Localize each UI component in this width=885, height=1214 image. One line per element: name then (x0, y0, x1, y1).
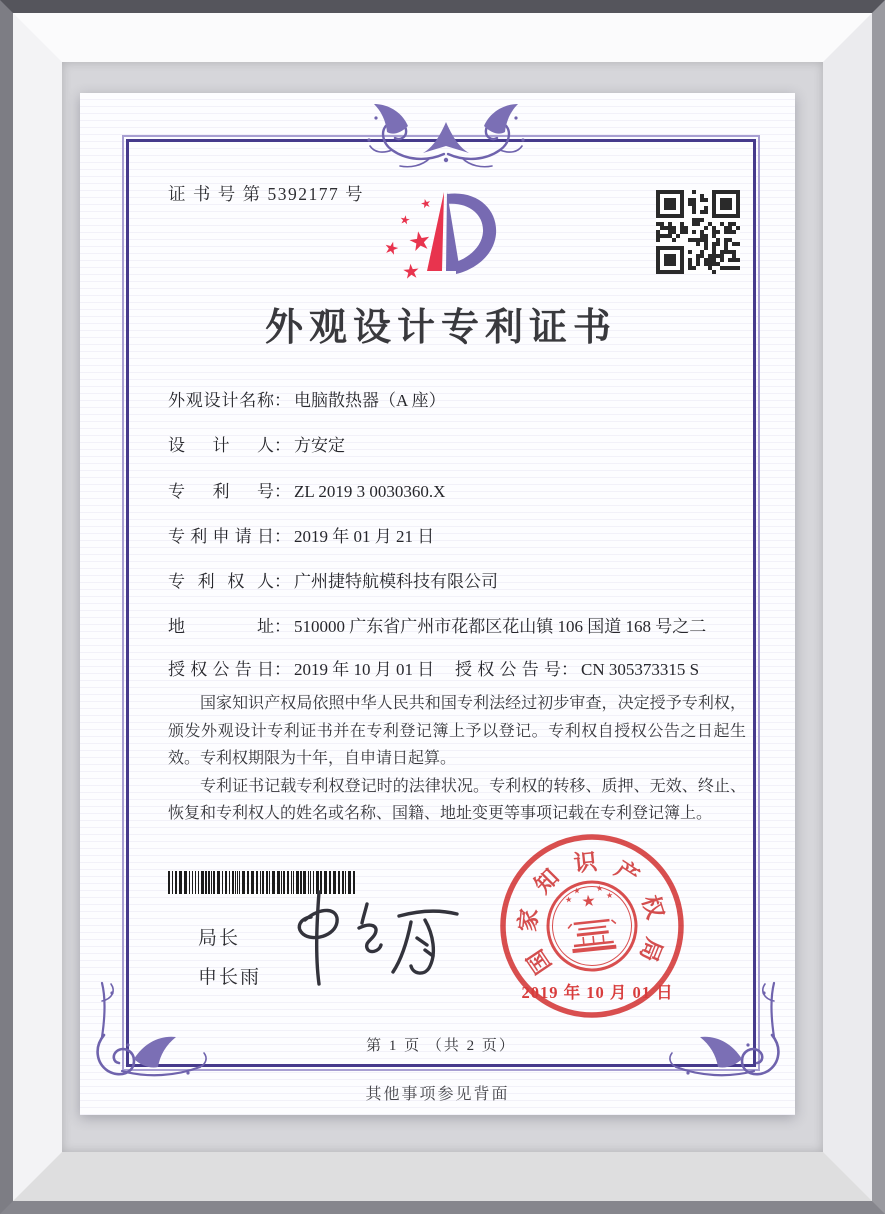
svg-text:★: ★ (405, 225, 435, 259)
certificate-title: 外观设计专利证书 (264, 307, 617, 349)
national-emblem-icon (544, 878, 641, 975)
top-center-flourish-ornament (366, 96, 526, 180)
svg-text:★: ★ (580, 890, 597, 911)
svg-text:产: 产 (610, 856, 644, 890)
field-designer: 设计人： 方安定 (168, 436, 345, 455)
svg-text:知: 知 (529, 864, 564, 899)
qr-code (656, 190, 740, 274)
field-filing-date: 专利申请日： 2019 年 01 月 21 日 (168, 527, 435, 546)
svg-text:★: ★ (605, 890, 614, 901)
certificate-body (168, 690, 746, 828)
certificate-number: 证 书 号 第 5392177 号 (168, 184, 365, 204)
seal-date: 2019 年 10 月 01 日 (521, 983, 674, 1002)
field-patent-number: 专利号： ZL 2019 3 0030360.X (168, 482, 446, 501)
field-grant-date: 授权公告日： 2019 年 10 月 01 日 授权公告号： CN 305373315 S (168, 655, 434, 680)
page-number: 第 1 页 （共 2 页） (366, 1038, 516, 1054)
body-paragraph-2: 专利证书记载专利权登记时的法律状况。专利权的转移、质押、无效、终止、恢复和专利权人的姓名或名称、国籍、地址变更等事项记载在专利登记簿上。 (168, 777, 746, 822)
commissioner-name: 申长雨 (198, 967, 262, 988)
svg-text:★: ★ (381, 237, 402, 261)
cnipa-logo-icon (380, 178, 520, 296)
svg-text:★: ★ (398, 212, 412, 228)
svg-text:权: 权 (637, 892, 668, 922)
back-side-note: 其他事项参见背面 (365, 1086, 510, 1103)
certificate-paper (80, 93, 795, 1115)
bottom-left-flourish-ornament (88, 981, 208, 1081)
body-paragraph-1: 国家知识产权局依照中华人民共和国专利法经过初步审查，决定授予专利权，颁发外观设计专利证书并在专利登记簿上予以登记。专利权自授权公告之日起生效。专利权期限为十年，自申请日起算。 (168, 695, 746, 767)
field-grant-number: 授权公告号： CN 305373315 S (455, 660, 700, 679)
svg-text:★: ★ (418, 195, 433, 212)
handwritten-signature (275, 886, 475, 991)
commissioner-title: 局长 (198, 928, 241, 949)
svg-text:★: ★ (595, 883, 604, 894)
svg-text:识: 识 (572, 849, 599, 877)
field-address: 地址： 510000 广东省广州市花都区花山镇 106 国道 168 号之二 (168, 617, 707, 636)
svg-text:局: 局 (634, 934, 667, 966)
svg-text:★: ★ (401, 258, 422, 284)
svg-text:家: 家 (515, 907, 543, 933)
field-design-name: 外观设计名称： 电脑散热器（A 座） (168, 391, 446, 410)
svg-text:★: ★ (564, 894, 573, 905)
svg-text:★: ★ (572, 886, 581, 896)
svg-text:国: 国 (522, 944, 557, 979)
field-patentee: 专利权人： 广州捷特航模科技有限公司 (168, 572, 498, 591)
